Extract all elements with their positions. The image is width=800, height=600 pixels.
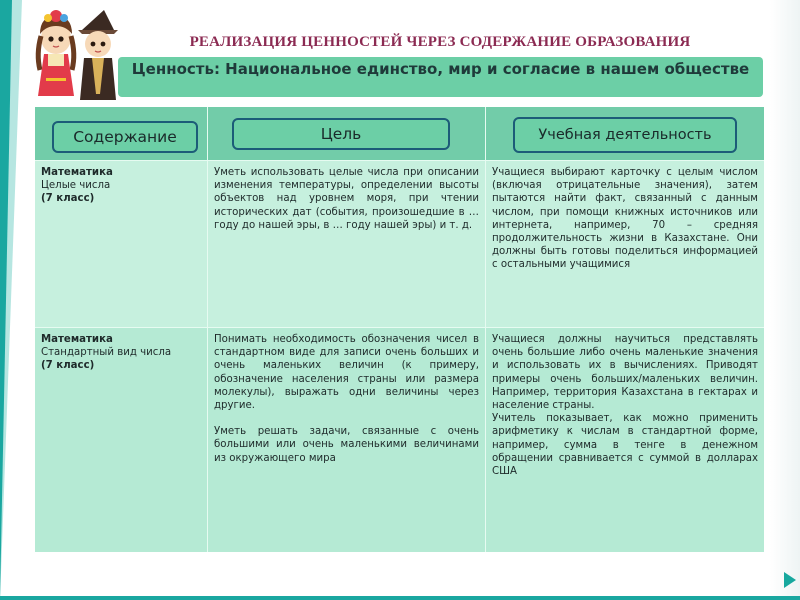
characters-illustration (26, 4, 130, 104)
activity-text-2: Учитель показывает, как можно применить арифметику к числам в стандартной форме, например, сумма в тенге в денежном обращении сравнивается с суммой в долларах США (492, 413, 758, 478)
header-goal-pill: Цель (232, 118, 450, 150)
content-cell (35, 162, 207, 210)
subject-label: Математика (41, 334, 113, 345)
header-content-pill: Содержание (52, 121, 198, 153)
decor-right-edge (770, 0, 800, 600)
goal-cell (208, 329, 485, 469)
goal-text-2: Уметь решать задачи, связанные с очень большими или очень маленькими величинами из окружающего мира (214, 426, 479, 464)
topic-label: Целые числа (41, 180, 111, 192)
subject-label: Математика (41, 167, 113, 178)
activity-cell (486, 162, 764, 276)
content-cell (35, 329, 207, 377)
activity-text: Учащиеся выбирают карточку с целым числом (включая отрицательные значения), затем пытаются найти факт, связанный с данным числом, при помощи книжных источников или интернета, например, 70 – средняя продолжительность жизни в Казахстане. Они должны быть готовы поделиться информацией с остальными учащимися (492, 167, 758, 271)
grade-label: (7 класс) (41, 360, 95, 372)
activity-cell (486, 329, 764, 482)
goal-text: Уметь использовать целые числа при описании изменения температуры, определении высоты объектов над уровнем моря, при чтении исторических дат (события, произошедшие в … году до нашей эры, в … году нашей эры) и т. д. (214, 167, 479, 231)
header-activity-pill: Учебная деятельность (513, 117, 737, 153)
decor-strip-dark (0, 0, 12, 600)
page-title: РЕАЛИЗАЦИЯ ЦЕННОСТЕЙ ЧЕРЕЗ СОДЕРЖАНИЕ ОБРАЗОВАНИЯ (189, 34, 691, 50)
arrow-right-icon[interactable] (784, 572, 796, 588)
row-divider (35, 327, 764, 328)
value-banner-text: Ценность: Национальное единство, мир и согласие в нашем обществе (131, 60, 750, 78)
goal-cell (208, 162, 485, 236)
goal-text: Понимать необходимость обозначения чисел в стандартном виде для записи очень больших и очень маленьких величин (к примеру, обозначение населения страны или размера молекулы), выражать одни величины через другие. (214, 334, 479, 412)
topic-label: Стандартный вид числа (41, 347, 172, 359)
activity-text: Учащиеся должны научиться представлять очень большие либо очень маленькие значения и использовать их в вычислениях. Приводят примеры очень больших/маленьких величин. Например, территория Казахстана в гектарах и население страны. (492, 334, 758, 412)
row-divider (35, 160, 764, 161)
bottom-accent-line (0, 596, 800, 600)
value-banner (118, 57, 763, 97)
content-table (35, 107, 764, 552)
grade-label: (7 класс) (41, 193, 95, 205)
